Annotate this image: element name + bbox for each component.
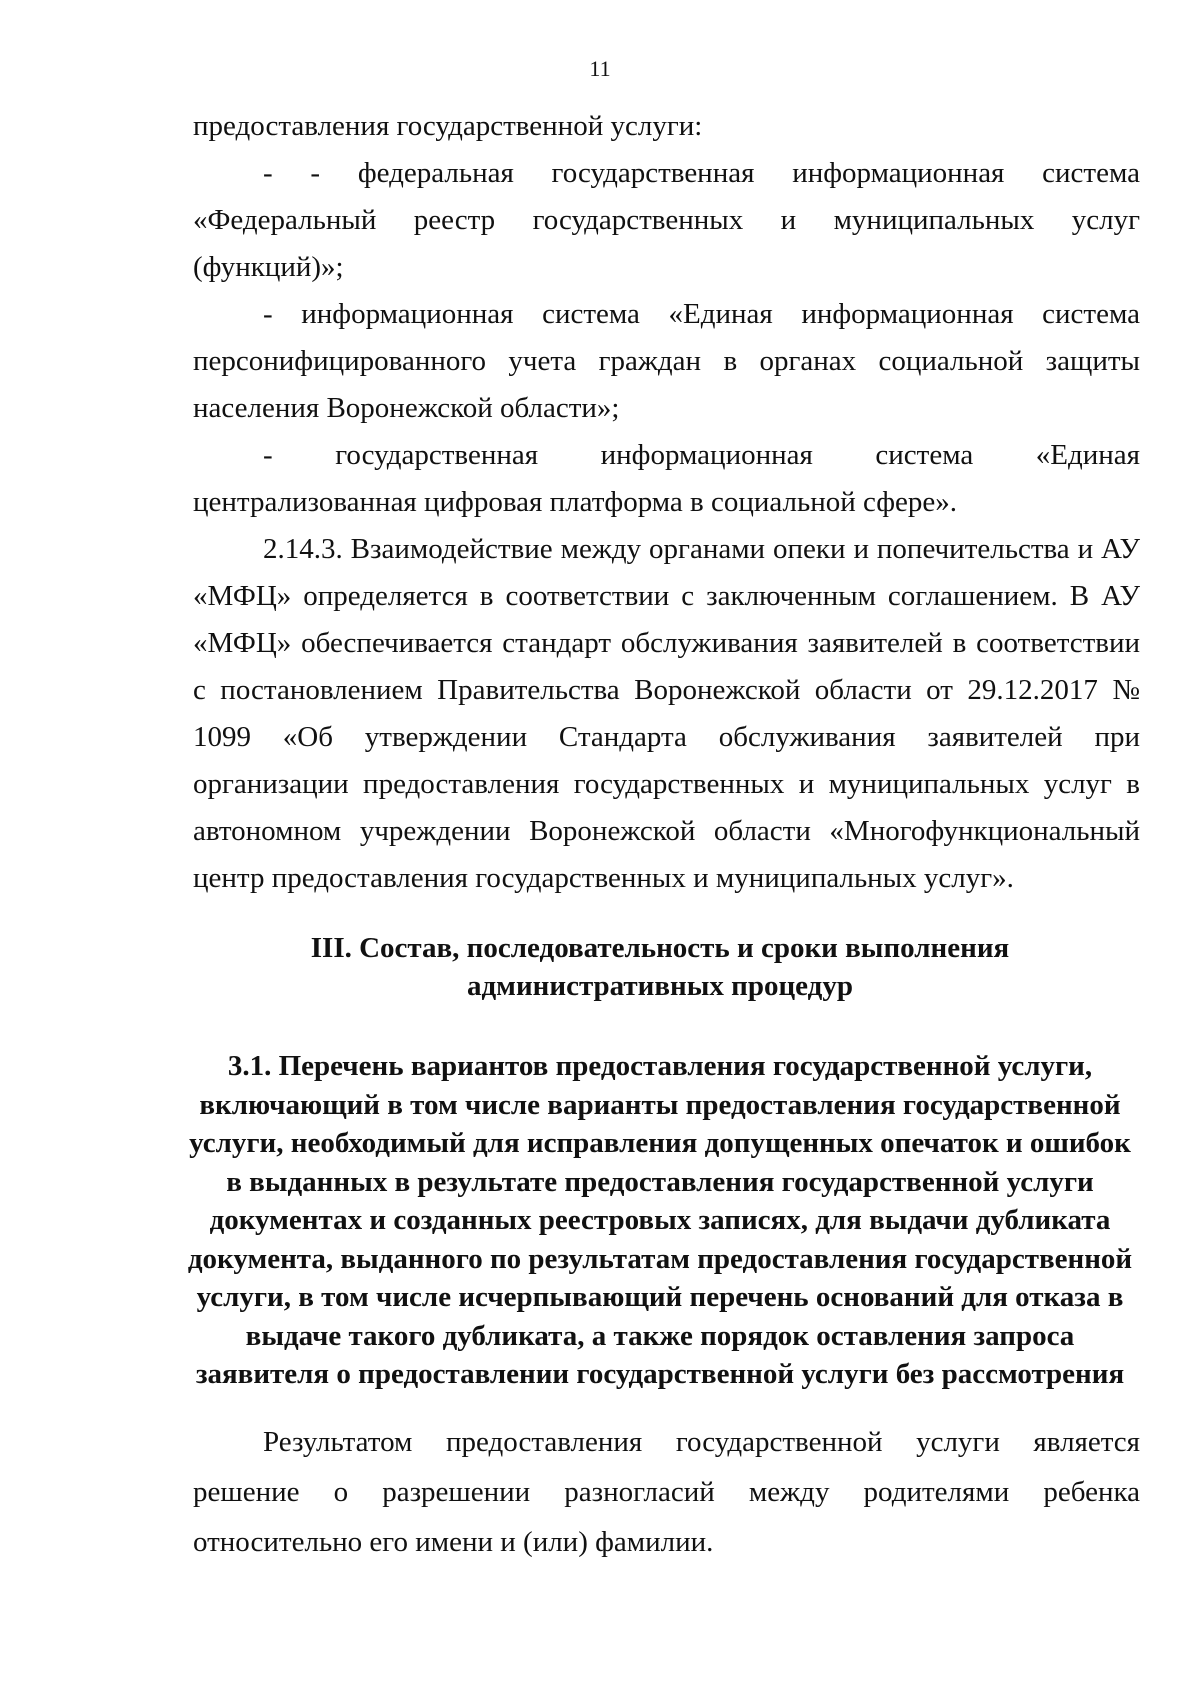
section-heading (160, 929, 1160, 1005)
subsection-heading-line: документа, выданного по результатам предоставления государственной (187, 1242, 1133, 1275)
paragraph-federal-system: - - федеральная государственная информационная система «Федеральный реестр государственных и муниципальных услуг (функций)»; (193, 157, 1140, 283)
page-number: 11 (589, 56, 611, 81)
section-heading-line: III. Состав, последовательность и сроки выполнения (310, 932, 1010, 964)
subsection-heading-line: включающий в том числе варианты предоставления государственной (199, 1088, 1121, 1121)
subsection-heading-line: выдаче такого дубликата, а также порядок оставления запроса (245, 1319, 1075, 1352)
subsection-heading (160, 1047, 1160, 1394)
subsection-heading-line: услуги, необходимый для исправления допущенных опечаток и ошибок (189, 1127, 1131, 1159)
main-text (193, 103, 1140, 902)
subsection-heading-line: в выданных в результате предоставления государственной услуги (226, 1165, 1094, 1198)
subsection-heading-line: 3.1. Перечень вариантов предоставления государственной услуги, (227, 1050, 1093, 1082)
paragraph-regional-system: - информационная система «Единая информационная система персонифицированного учета граждан в органах социальной защиты населения Воронежской области»; (193, 298, 1140, 424)
section-heading-line: административных процедур (467, 970, 853, 1002)
paragraph-result: Результатом предоставления государственной услуги является решение о разрешении разногласий между родителями ребенка относительно его имени и (или) фамилии. (193, 1426, 1140, 1558)
subsection-heading-line: документах и созданных реестровых записях, для выдачи дубликата (209, 1204, 1111, 1236)
subsection-heading-line: услуги, в том числе исчерпывающий перечень оснований для отказа в (196, 1281, 1124, 1313)
subsection-heading-line: заявителя о предоставлении государственной услуги без рассмотрения (195, 1358, 1125, 1390)
result-section (193, 1417, 1140, 1567)
paragraph-social-platform: - государственная информационная система «Единая централизованная цифровая платформа в социальной сфере». (193, 439, 1140, 518)
paragraph-2-14-3: 2.14.3. Взаимодействие между органами опеки и попечительства и АУ «МФЦ» определяется в соответствии с заключенным соглашением. В АУ «МФЦ» обеспечивается стандарт обслуживания заявителей в соответствии с постановлением Правительства Воронежской области от 29.12.2017 № 1099 «Об утверждении Стандарта обслуживания заявителей при организации предоставления государственных и муниципальных услуг в автономном учреждении Воронежской области «Многофункциональный центр предоставления государственных и муниципальных услуг». (193, 533, 1140, 894)
paragraph-intro: предоставления государственной услуги: (193, 110, 703, 142)
